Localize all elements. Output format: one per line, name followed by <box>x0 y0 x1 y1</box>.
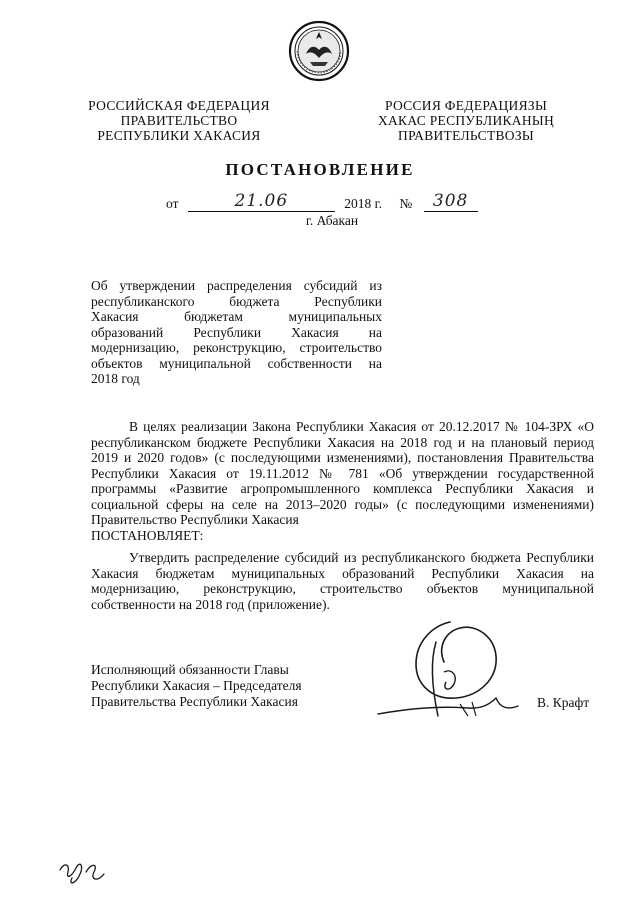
handwritten-signature <box>372 612 532 728</box>
header-ru <box>86 98 272 143</box>
header-khakas-line: ХАКАС РЕСПУБЛИКАНЫҢ <box>377 113 555 128</box>
date-prefix: от <box>166 196 179 211</box>
handwritten-date: 21.06 <box>234 191 289 211</box>
subject-line: Об утверждении распределения субсидий из <box>91 278 382 293</box>
number-sign: № <box>399 196 413 211</box>
preamble-paragraph <box>91 419 594 543</box>
subject-block <box>91 278 382 387</box>
document-title: ПОСТАНОВЛЕНИЕ <box>225 160 415 179</box>
resolution-paragraph <box>91 550 594 612</box>
subject-line: республиканского бюджета Республики <box>91 293 382 309</box>
signer-position <box>91 662 302 710</box>
header-khakas-line: РОССИЯ ФЕДЕРАЦИЯЗЫ <box>384 98 548 113</box>
signer-position-line: Исполняющий обязанности Главы <box>91 662 289 677</box>
coat-of-arms-emblem <box>288 20 350 82</box>
signer-position-line: Правительства Республики Хакасия <box>91 694 298 709</box>
handwritten-initials <box>58 852 108 892</box>
signer-name: В. Крафт <box>537 695 590 710</box>
date-field <box>188 191 335 212</box>
handwritten-number: 308 <box>432 191 469 211</box>
year-suffix: 2018 г. <box>344 196 382 211</box>
signer-position-line: Республики Хакасия – Председателя <box>91 678 302 693</box>
subject-line: объектов муниципальной собственности на <box>91 355 382 371</box>
subject-line: Хакасия бюджетам муниципальных <box>91 309 382 324</box>
preamble-text: В целях реализации Закона Республики Хакасия от 20.12.2017 № 104-ЗРХ «О республиканском бюджете Республики Хакасия на 2018 год и на плановый период 2019 и 2020 годов» (с последующими изменениями), постановления Правительства Республики Хакасия от 19.11.2012 № 781 «Об утверждении государственной программы «Развитие агропромышленного комплекса Республики Хакасия и социальной сферы на селе на 2013–2020 годы» (с последующими изменениями) Правительство Республики Хакасия <box>91 419 594 527</box>
date-number-line <box>166 191 478 212</box>
subject-line: 2018 год <box>91 371 140 386</box>
city-label: г. Абакан <box>305 213 359 228</box>
decree-word: ПОСТАНОВЛЯЕТ: <box>91 527 204 543</box>
number-field <box>424 191 478 212</box>
header-khakas <box>372 98 560 143</box>
subject-line: образований Республики Хакасия на <box>91 324 382 340</box>
header-ru-line: ПРАВИТЕЛЬСТВО <box>120 113 238 128</box>
subject-line: модернизацию, реконструкцию, строительство <box>91 340 382 355</box>
resolution-text: Утвердить распределение субсидий из республиканского бюджета Республики Хакасия бюджетам муниципальных образований Республики Хакасия на модернизацию, реконструкцию, строительство объектов муниципальной собственности на 2018 год (приложение). <box>91 550 594 612</box>
header-khakas-line: ПРАВИТЕЛЬСТВОЗЫ <box>398 128 534 143</box>
header-ru-line: РОССИЙСКАЯ ФЕДЕРАЦИЯ <box>88 98 270 113</box>
header-ru-line: РЕСПУБЛИКИ ХАКАСИЯ <box>97 128 261 143</box>
